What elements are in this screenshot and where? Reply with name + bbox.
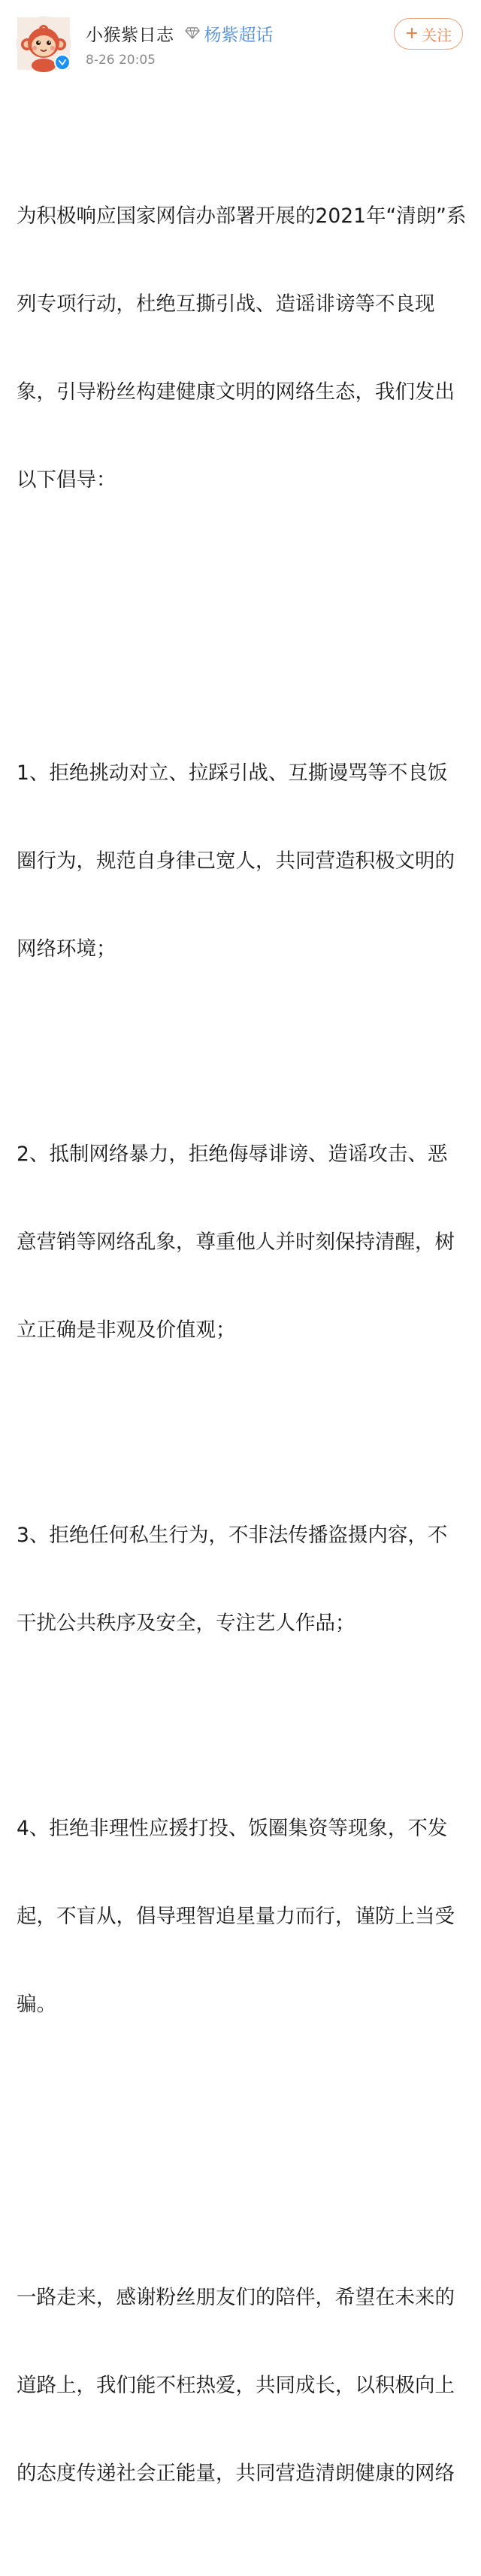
item-1 [17, 700, 467, 1022]
text-line: 4、拒绝非理性应援打投、饭圈集资等现象，不发 [17, 1817, 448, 1840]
follow-button[interactable] [394, 18, 463, 50]
text-line: 圈行为，规范自身律己宽人，共同营造积极文明的 [17, 849, 455, 873]
text-line: 骗。 [17, 1993, 56, 2016]
text-line: 以下倡导： [17, 468, 116, 492]
post-header [0, 0, 481, 81]
diamond-icon [185, 26, 200, 41]
user-name[interactable]: 小猴紫日志 [86, 25, 174, 45]
topic-link[interactable]: 杨紫超话 [204, 25, 274, 45]
follow-label: 关注 [422, 26, 452, 44]
name-row [86, 21, 274, 45]
text-line: 干扰公共秩序及安全，专注艺人作品； [17, 1612, 355, 1635]
verified-badge-icon [54, 54, 71, 71]
plus-icon: + [404, 24, 419, 43]
text-line: 意营销等网络乱象，尊重他人并时刻保持清醒，树 [17, 1230, 455, 1254]
text-line: 1、拒绝挑动对立、拉踩引战、互撕谩骂等不良饭 [17, 761, 448, 785]
spacer [17, 2136, 467, 2166]
item-2 [17, 1081, 467, 1403]
intro-paragraph [17, 143, 467, 553]
text-line: 列专项行动，杜绝互撕引战、造谣诽谤等不良现 [17, 292, 435, 316]
text-line: 2、抵制网络暴力，拒绝侮辱诽谤、造谣攻击、恶 [17, 1143, 448, 1166]
text-line: 起，不盲从，倡导理智追星量力而行，谨防上当受 [17, 1905, 455, 1928]
text-line: 的态度传递社会正能量，共同营造清朗健康的网络 [17, 2462, 455, 2485]
text-line: 3、拒绝任何私生行为，不非法传播盗摄内容，不 [17, 1524, 448, 1547]
text-line: 象，引导粉丝构建健康文明的网络生态，我们发出 [17, 380, 455, 404]
avatar[interactable] [17, 17, 72, 72]
text-line: 为积极响应国家网信办部署开展的2021年“清朗”系 [17, 204, 467, 228]
item-3 [17, 1462, 467, 1697]
text-line: 网络环境； [17, 937, 116, 961]
closing-paragraph [17, 2224, 467, 2547]
text-line: 立正确是非观及价值观； [17, 1318, 236, 1342]
post-content [17, 84, 467, 2576]
item-4 [17, 1755, 467, 2078]
post-time: 8-26 20:05 [86, 53, 156, 68]
text-line: 一路走来，感谢粉丝朋友们的陪伴，希望在未来的 [17, 2286, 455, 2309]
text-line: 道路上，我们能不枉热爱，共同成长，以积极向上 [17, 2374, 455, 2397]
spacer [17, 612, 467, 641]
